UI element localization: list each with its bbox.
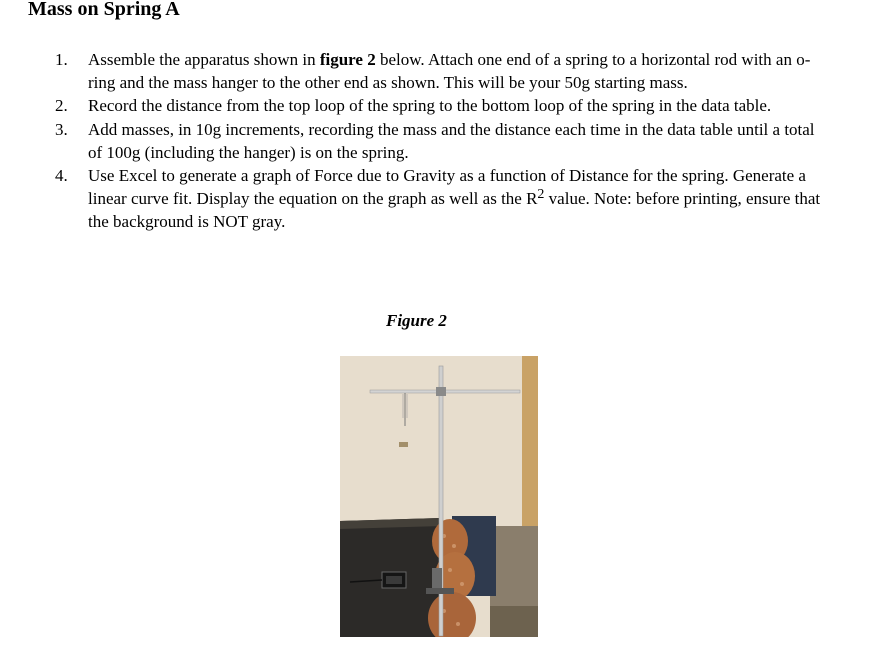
mass-hanger <box>399 442 408 447</box>
stand-base <box>426 588 454 594</box>
list-item <box>50 94 830 117</box>
instruction-list <box>50 48 830 234</box>
clamp <box>436 387 446 396</box>
step-text: Assemble the apparatus shown in <box>88 50 320 69</box>
figure-reference: figure 2 <box>319 50 376 69</box>
step-number: 4. <box>55 166 68 186</box>
apparatus-illustration <box>340 356 538 637</box>
list-item <box>50 164 830 234</box>
step-text: below. Attach one end of a spring to a horizontal rod with an o-ring and the mass hanger to the other end as shown. This will be your 50g starting mass. <box>88 50 811 93</box>
step-text: Use Excel to generate a graph of Force due to Gravity as a function of Distance for the spring. Generate a linear curve fit. Display the equation on the graph as well as the R <box>88 166 806 209</box>
step-number: 2. <box>55 96 68 116</box>
step-text: Add masses, in 10g increments, recording the mass and the distance each time in the data table until a total of 100g (including the hanger) is on the spring. <box>88 119 815 162</box>
page-title: Mass on Spring A <box>28 0 180 20</box>
step-number: 3. <box>55 119 68 139</box>
support-rod <box>439 366 443 636</box>
step-text: Record the distance from the top loop of the spring to the bottom loop of the spring in the data table. <box>88 96 772 116</box>
superscript: 2 <box>537 187 545 203</box>
wood-panel <box>522 356 538 526</box>
apparatus-photo <box>340 356 538 637</box>
list-item <box>50 48 830 94</box>
figure-caption: Figure 2 <box>386 311 447 330</box>
list-item <box>50 118 830 164</box>
step-number: 1. <box>55 50 68 69</box>
step-text: value. Note: before printing, ensure that the background is NOT gray. <box>88 189 821 232</box>
